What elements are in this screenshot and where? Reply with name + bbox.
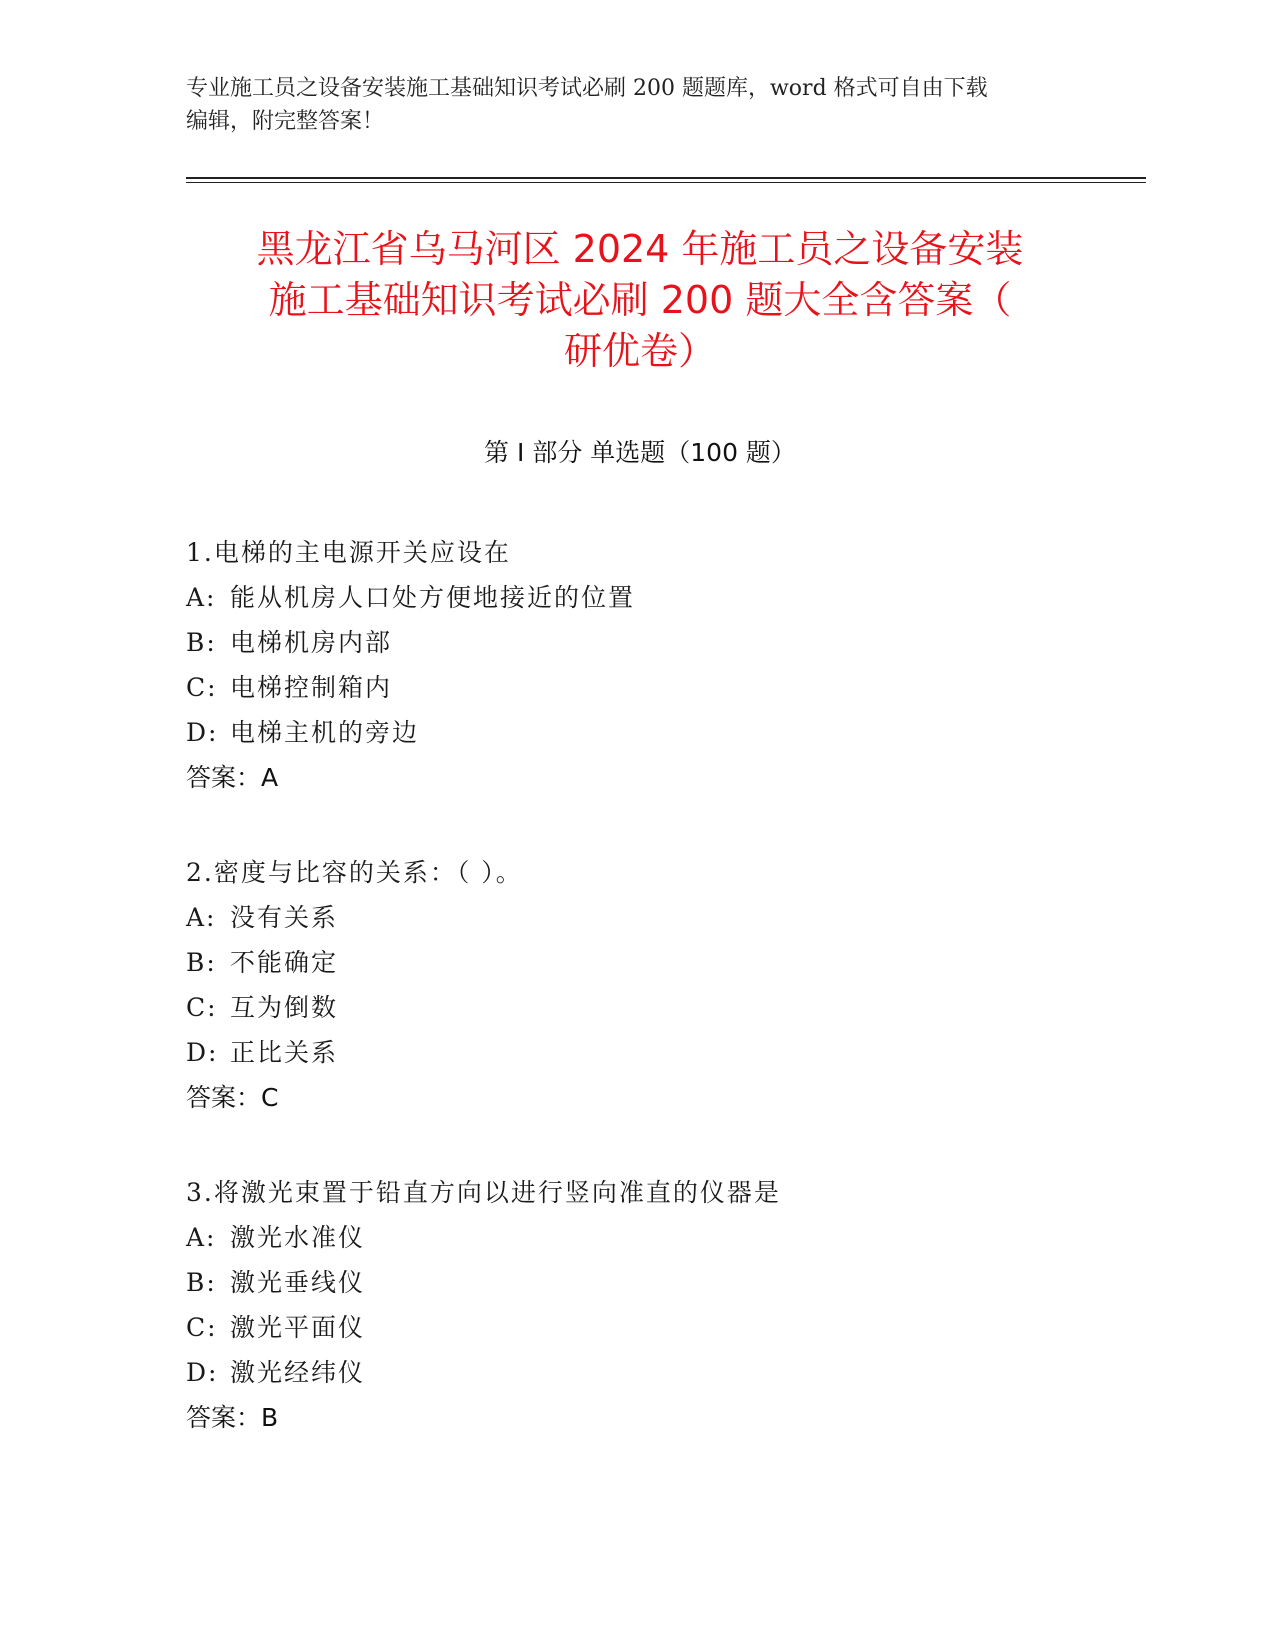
question-2 bbox=[186, 850, 1086, 1120]
question-stem: 2.密度与比容的关系：（ ）。 bbox=[186, 858, 523, 887]
option-key: D: bbox=[186, 1358, 219, 1387]
option-text: 没有关系 bbox=[230, 903, 339, 932]
option-text: 电梯控制箱内 bbox=[230, 673, 393, 702]
title-line-3: 研优卷） bbox=[563, 329, 716, 373]
option-b bbox=[186, 1260, 1086, 1305]
option-d bbox=[186, 1350, 1086, 1395]
option-b bbox=[186, 620, 1086, 665]
option-text: 激光水准仪 bbox=[230, 1223, 366, 1252]
answer-line: 答案：A bbox=[186, 763, 279, 792]
option-key: B: bbox=[186, 948, 217, 977]
option-key: D: bbox=[186, 1038, 219, 1067]
question-list bbox=[186, 530, 1086, 1490]
option-text: 能从机房人口处方便地接近的位置 bbox=[230, 583, 636, 612]
document-title bbox=[160, 224, 1120, 377]
option-d bbox=[186, 710, 1086, 755]
option-text: 不能确定 bbox=[230, 948, 339, 977]
title-line-2: 施工基础知识考试必刷 200 题大全含答案（ bbox=[268, 278, 1012, 322]
answer-line: 答案：C bbox=[186, 1083, 279, 1112]
option-key: A: bbox=[186, 1223, 217, 1252]
option-a bbox=[186, 895, 1086, 940]
option-key: C: bbox=[186, 673, 218, 702]
option-text: 互为倒数 bbox=[230, 993, 339, 1022]
header-divider-thin bbox=[186, 182, 1146, 183]
option-key: D: bbox=[186, 718, 219, 747]
document-header-note bbox=[186, 72, 1086, 138]
question-3 bbox=[186, 1170, 1086, 1440]
title-line-1: 黑龙江省乌马河区 2024 年施工员之设备安装 bbox=[256, 227, 1024, 271]
option-key: A: bbox=[186, 583, 217, 612]
option-text: 正比关系 bbox=[230, 1038, 339, 1067]
header-note-line-2: 编辑，附完整答案！ bbox=[186, 109, 385, 134]
option-a bbox=[186, 575, 1086, 620]
option-key: A: bbox=[186, 903, 217, 932]
option-a bbox=[186, 1215, 1086, 1260]
option-text: 电梯主机的旁边 bbox=[230, 718, 420, 747]
section-heading: 第 I 部分 单选题（100 题） bbox=[484, 438, 796, 467]
option-text: 激光平面仪 bbox=[230, 1313, 366, 1342]
option-c bbox=[186, 985, 1086, 1030]
option-b bbox=[186, 940, 1086, 985]
question-stem: 3.将激光束置于铅直方向以进行竖向准直的仪器是 bbox=[186, 1178, 781, 1207]
option-text: 电梯机房内部 bbox=[230, 628, 393, 657]
option-c bbox=[186, 1305, 1086, 1350]
option-key: C: bbox=[186, 1313, 218, 1342]
option-c bbox=[186, 665, 1086, 710]
answer-line: 答案：B bbox=[186, 1403, 279, 1432]
header-note-line-1: 专业施工员之设备安装施工基础知识考试必刷 200 题题库，word 格式可自由下载 bbox=[186, 76, 988, 101]
option-key: C: bbox=[186, 993, 218, 1022]
option-key: B: bbox=[186, 1268, 217, 1297]
question-stem: 1.电梯的主电源开关应设在 bbox=[186, 538, 511, 567]
option-text: 激光经纬仪 bbox=[230, 1358, 366, 1387]
option-text: 激光垂线仪 bbox=[230, 1268, 366, 1297]
question-1 bbox=[186, 530, 1086, 800]
option-key: B: bbox=[186, 628, 217, 657]
option-d bbox=[186, 1030, 1086, 1075]
header-divider-thick bbox=[186, 177, 1146, 179]
